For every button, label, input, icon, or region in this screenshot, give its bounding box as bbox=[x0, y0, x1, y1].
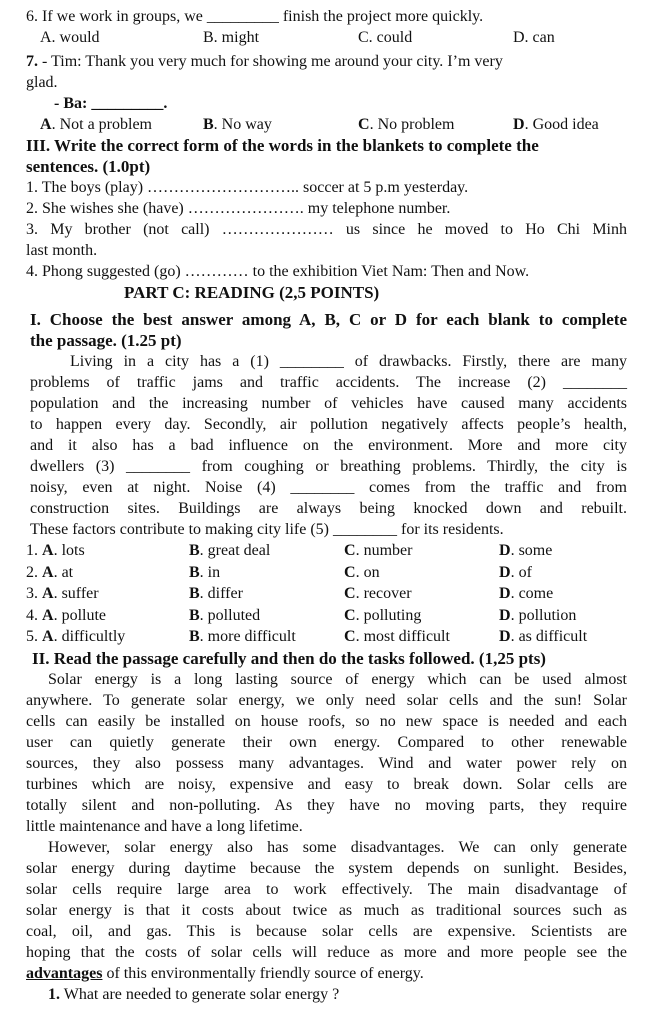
answer-row-5: 5. A. difficultly B. more difficult C. most difficult D. as difficult bbox=[26, 628, 588, 645]
para1-line: anywhere. To generate solar energy, we only need solar cells and the sun! Solar bbox=[26, 691, 627, 709]
passage-line: problems of traffic jams and traffic accidents. The increase (2) ________ bbox=[30, 374, 627, 391]
para2-line: hoping that the costs of solar cells will reduce as more and more people see the bbox=[26, 943, 627, 961]
para1-line: Solar energy is a long lasting source of energy which can be used almost bbox=[48, 670, 627, 688]
passage-line: dwellers (3) ________ from coughing or breathing problems. Thirdly, the city is bbox=[30, 458, 627, 475]
para1-line: turbines which are noisy, expensive and easy to break down. Solar cells are bbox=[26, 775, 627, 793]
section-iii-title-line1: III. Write the correct form of the words in the blankets to complete the bbox=[26, 136, 539, 155]
section-iii-item-4: 4. Phong suggested (go) ………… to the exhibition Viet Nam: Then and Now. bbox=[26, 263, 530, 280]
section-iii-title-line2: sentences. (1.0pt) bbox=[26, 157, 151, 176]
section-iii-item-3: 3. My brother (not call) ………………… us since he moved to Ho Chi Minh bbox=[26, 221, 627, 238]
section-c2-para1 bbox=[26, 669, 627, 837]
para1-line: sources, they also possess many advantages. Wind and water power rely on bbox=[26, 754, 627, 772]
passage-line: These factors contribute to making city life (5) ________ for its residents. bbox=[30, 521, 504, 538]
para2-line: coal, oil, and gas. This is because solar cells are expensive. Scientists are bbox=[26, 922, 627, 940]
q7-option-a: A. Not a problem bbox=[40, 116, 152, 133]
section-c1-title-line1: I. Choose the best answer among A, B, C or D for each blank to complete bbox=[30, 310, 627, 329]
q7-number: 7. bbox=[26, 53, 38, 70]
q7-stem-text: - Tim: Thank you very much for showing me around your city. I’m very bbox=[38, 53, 503, 70]
answer-row-3: 3. A. suffer B. differ C. recover D. come bbox=[26, 585, 554, 602]
q6-options bbox=[26, 27, 627, 48]
q6-option-b: B. might bbox=[203, 29, 260, 46]
section-c1-answers bbox=[26, 540, 627, 648]
section-c1-passage bbox=[26, 351, 627, 540]
q7-option-b: B. No way bbox=[203, 116, 272, 133]
passage-line: population and the increasing number of vehicles have caused many accidents bbox=[30, 395, 627, 412]
q7-stem-line2: glad. bbox=[26, 74, 58, 91]
q6-option-d: D. can bbox=[513, 29, 555, 46]
section-iii-item-3-cont: last month. bbox=[26, 242, 98, 259]
para2-line: solar cells require large area to work effectively. The main disadvantage of bbox=[26, 880, 627, 898]
passage-line: and it also has a bad influence on the environment. More and more city bbox=[30, 437, 627, 454]
para1-line: totally silent and non-polluting. As they have no moving parts, they require bbox=[26, 796, 627, 814]
q6-option-a: A. would bbox=[40, 29, 100, 46]
q7-options bbox=[26, 114, 627, 135]
section-c1-title-line2: the passage. (1.25 pt) bbox=[30, 331, 182, 350]
answer-row-2: 2. A. at B. in C. on D. of bbox=[26, 563, 532, 581]
q6-stem: 6. If we work in groups, we _________ finish the project more quickly. bbox=[26, 8, 484, 25]
q6-option-c: C. could bbox=[358, 29, 413, 46]
q7-option-d: D. Good idea bbox=[513, 116, 599, 133]
passage-line: noisy, even at night. Noise (4) ________ comes from the traffic and from bbox=[30, 479, 627, 496]
passage-line: construction sites. Buildings are always being knocked down and rebuilt. bbox=[30, 500, 627, 517]
advantages-word: advantages bbox=[26, 964, 103, 982]
section-c2-question-1: 1. What are needed to generate solar energy ? bbox=[48, 985, 340, 1003]
passage-line: to happen every day. Secondly, air pollution negatively affects people’s health, bbox=[30, 416, 627, 433]
answer-row-4: 4. A. pollute B. polluted C. polluting D. pollution bbox=[26, 606, 577, 624]
passage-line: Living in a city has a (1) ________ of drawbacks. Firstly, there are many bbox=[70, 353, 627, 370]
section-c2-para2 bbox=[26, 837, 627, 984]
para2-line: solar energy is that it costs about twice as much as traditional sources such as bbox=[26, 901, 627, 919]
answer-row-1: 1. A. lots B. great deal C. number D. some bbox=[26, 542, 553, 559]
q7-ba-line: - Ba: _________. bbox=[54, 95, 168, 112]
section-iii-item-1: 1. The boys (play) ……………………….. soccer at 5 p.m yesterday. bbox=[26, 179, 469, 196]
para2-line: solar energy during daytime because the system depends on sunlight. Besides, bbox=[26, 859, 627, 877]
section-c2-title: II. Read the passage carefully and then do the tasks followed. (1,25 pts) bbox=[32, 648, 546, 668]
q7-stem bbox=[26, 51, 627, 72]
para1-line: little maintenance and have a long lifetime. bbox=[26, 817, 303, 835]
section-iii-item-2: 2. She wishes she (have) …………………. my telephone number. bbox=[26, 200, 451, 217]
para2-line: However, solar energy also has some disadvantages. We can only generate bbox=[48, 838, 627, 856]
para1-line: user can quietly generate their own energy. Compared to other renewable bbox=[26, 733, 627, 751]
para1-line: cells can easily be installed on house roofs, so no new space is needed and each bbox=[26, 712, 627, 730]
q7-option-c: C. No problem bbox=[358, 116, 455, 133]
para2-last-line: advantages of this environmentally friendly source of energy. bbox=[26, 964, 424, 982]
part-c-title: PART C: READING (2,5 POINTS) bbox=[124, 283, 380, 302]
